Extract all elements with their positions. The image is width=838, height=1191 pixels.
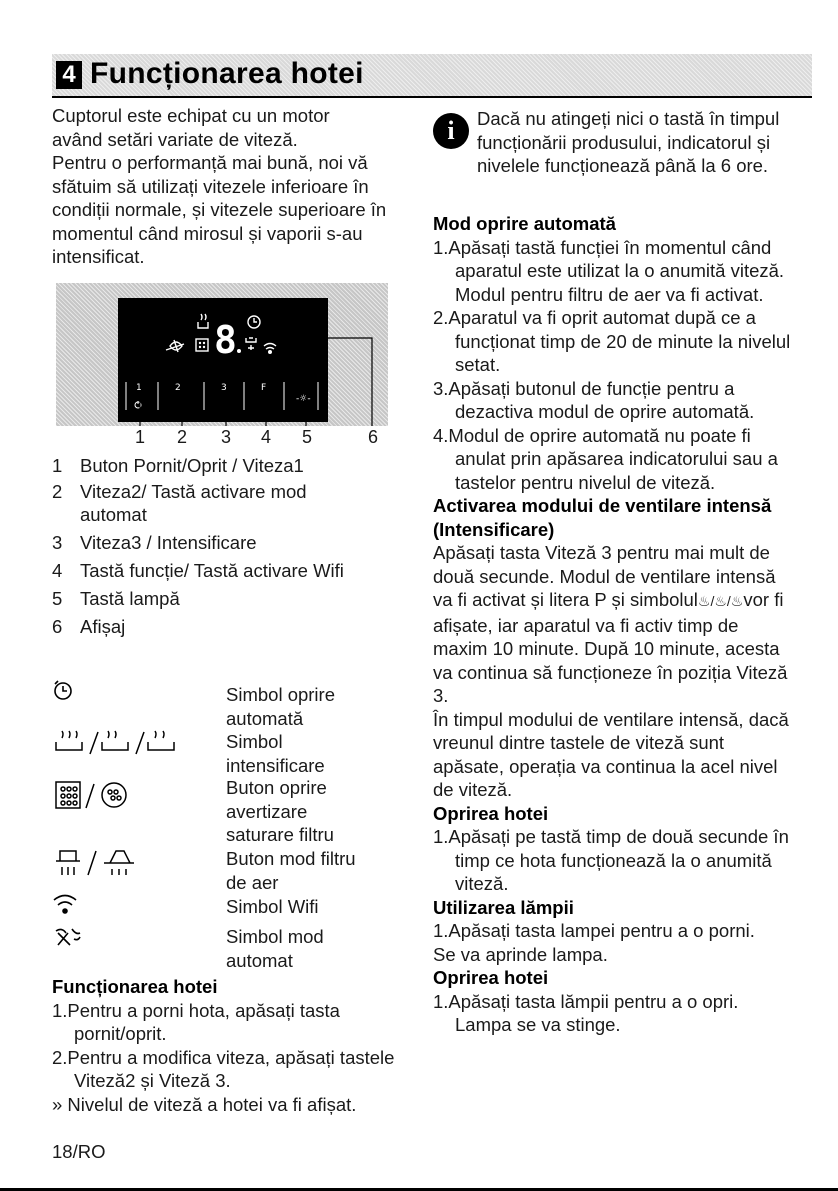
button-label-f: F [261, 383, 267, 393]
list-item: 1.Apăsați tasta lampei pentru a o porni. [433, 920, 755, 941]
paragraph: În timpul modului de ventilare intensă, dacă vreunul dintre tastele de viteză sunt apăsate, operația va continua la acel nivel de viteză. [433, 708, 789, 800]
legend-item: 6 Afișaj [52, 616, 126, 637]
list-item: 4.Modul de oprire automată nu poate fi anulat prin apăsarea indicatorului sau a tastelor pentru nivelul de viteză. [433, 424, 778, 493]
callout-4: 4 [261, 427, 272, 447]
list-item: 1.Pentru a porni hota, apăsați tasta pornit/oprit. [52, 999, 340, 1044]
callout-3: 3 [221, 427, 232, 447]
callout-5: 5 [302, 427, 313, 447]
section-heading: Mod oprire automată [433, 213, 616, 234]
section-heading: Funcționarea hotei [52, 976, 218, 997]
intro-line: condiții normale, și vitezele superioare în [52, 199, 387, 220]
section-heading: Oprirea hotei [433, 967, 549, 988]
button-label-2: 2 [175, 383, 181, 393]
callout-6: 6 [368, 427, 379, 447]
paragraph: Se va aprinde lampa. [433, 943, 608, 965]
list-item: 1.Apăsați tasta lămpii pentru a o opri. Lampa se va stinge. [433, 990, 739, 1035]
legend-item: 4 Tastă funcție/ Tastă activare Wifi [52, 560, 344, 581]
air-filter-icon [52, 845, 152, 884]
symbol-desc: Buton mod filtru de aer [226, 848, 356, 893]
section-heading: Utilizarea lămpii [433, 896, 574, 918]
legend-item: 2 Viteza2/ Tastă activare mod [52, 481, 307, 502]
section-heading: Oprirea hotei [433, 802, 549, 824]
intensive-icon [52, 728, 182, 763]
section-heading: Activarea modului de ventilare intensă (Intensificare) [433, 495, 772, 540]
legend-item: automat [80, 504, 147, 525]
intro-line: intensificat. [52, 246, 145, 267]
page-number: 18/RO [52, 1141, 106, 1162]
symbol-desc: Simbol intensificare [226, 731, 325, 776]
intro-line: Cuptorul este echipat cu un motor [52, 105, 330, 126]
callout-lines [56, 283, 388, 426]
symbol-desc: Simbol Wifi [226, 896, 319, 917]
button-label-lamp: -☼- [296, 394, 311, 404]
button-label-3: 3 [221, 383, 227, 393]
legend-item: 5 Tastă lampă [52, 588, 180, 609]
symbol-desc: Simbol mod automat [226, 926, 324, 971]
list-item: 1.Apăsați pe tastă timp de două secunde în timp ce hota funcționează la o anumită viteză. [433, 826, 789, 894]
button-label-1: 1 [136, 383, 142, 393]
section-header [52, 54, 812, 98]
list-item: 2.Pentru a modifica viteza, apăsați tastele Viteză2 și Viteză 3. [52, 1046, 395, 1091]
control-panel-illustration [56, 283, 388, 426]
info-note: Dacă nu atingeți nici o tastă în timpul funcționării produsului, indicatorul și nivelele funcționează până la 6 ore. [477, 108, 780, 176]
auto-mode-icon [52, 925, 84, 958]
display-digit: 8 [214, 318, 237, 362]
list-item: » Nivelul de viteză a hotei va fi afișat. [52, 1093, 357, 1115]
right-column [433, 212, 793, 1037]
info-icon: i [433, 113, 469, 149]
intro-line: având setări variate de viteză. [52, 128, 298, 150]
list-item: 3.Apăsați butonul de funcție pentru a dezactiva modul de oprire automată. [433, 377, 755, 422]
intro-paragraph [52, 104, 412, 269]
callout-2: 2 [177, 427, 188, 447]
legend-item: 3 Viteza3 / Intensificare [52, 532, 257, 553]
symbol-desc: Buton oprire avertizare saturare filtru [226, 777, 334, 845]
intensive-icon: ♨/♨/♨ [697, 593, 744, 609]
intro-line: Pentru o performanță mai bună, noi vă [52, 152, 368, 173]
list-item: 1.Apăsați tastă funcției în momentul când aparatul este utilizat la o anumită viteză. Modul pentru filtru de aer va fi activat. [433, 236, 785, 305]
list-item: 2.Aparatul va fi oprit automat după ce a funcționat timp de 20 de minute la nivelul setat. [433, 307, 791, 375]
intro-line: sfătuim să utilizați vitezele inferioare în [52, 175, 369, 197]
callout-1: 1 [135, 427, 146, 447]
section-number: 4 [56, 61, 82, 89]
section-title: Funcționarea hotei [90, 57, 364, 90]
filter-alert-icon [52, 778, 152, 817]
wifi-icon [52, 892, 80, 923]
legend-item: 1 Buton Pornit/Oprit / Viteza1 [52, 455, 304, 476]
intro-line: momentul când mirosul și vaporii s-au [52, 222, 363, 244]
left-operation-section [52, 975, 402, 1116]
symbol-desc: Simbol oprire automată [226, 684, 335, 729]
paragraph: Apăsați tasta Viteză 3 pentru mai mult de două secunde. Modul de ventilare intensă va fi activat și litera P și simbolul♨/♨/♨vor fi afișate, iar aparatul va fi activ timp de maxim 10 minute. După 10 minute, acesta va continua să funcționeze în poziția Viteză 3. [433, 542, 788, 706]
timer-icon [52, 678, 76, 707]
